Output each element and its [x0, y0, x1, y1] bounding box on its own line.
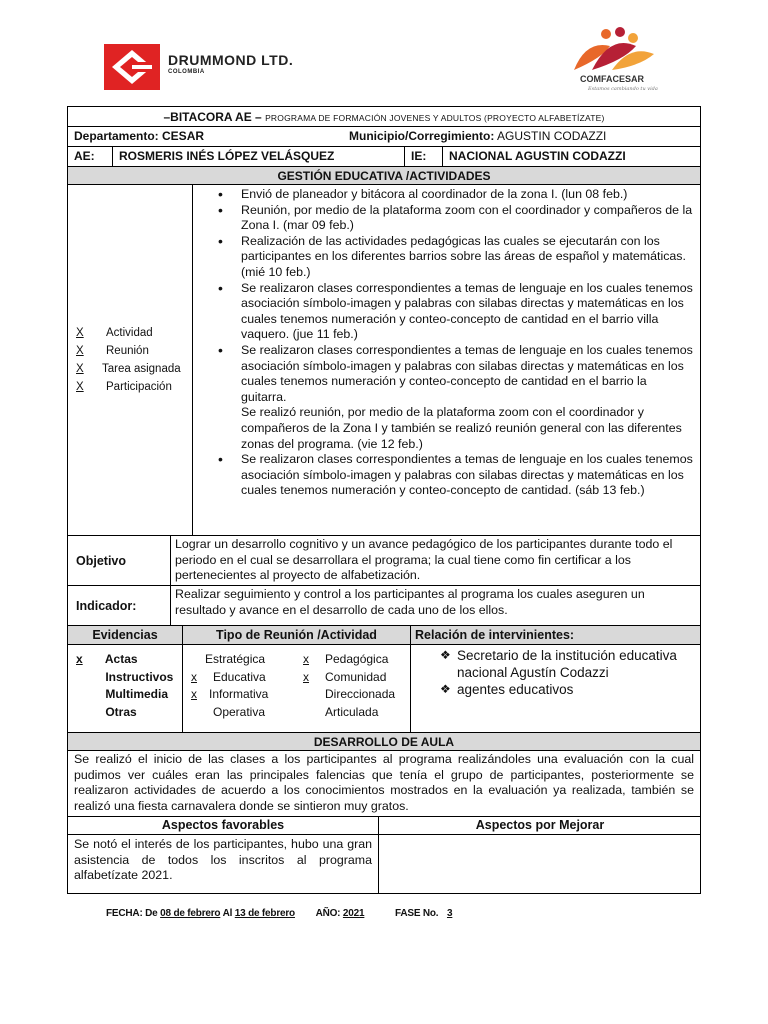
- tipo-label: Pedagógica: [325, 652, 389, 666]
- interviniente-item: [440, 681, 695, 698]
- tipo-label: Educativa: [213, 669, 266, 684]
- ie-label: IE:: [404, 147, 442, 166]
- activity-item: • Se realizaron clases correspondientes a temas de lenguaje en los cuales tenemos asociación símbolo-imagen y palabras con silabas directas y matemáticas en los cuales tenemos numeración y conteo-concepto de cantidad en el barrio la guitarra.: [241, 343, 695, 405]
- tipo-item: [191, 686, 299, 704]
- tipo-mark: [303, 704, 325, 722]
- location-row: [68, 127, 700, 147]
- municipio-label: Municipio/Corregimiento:: [349, 129, 495, 143]
- objetivo-text: Lograr un desarrollo cognitivo y un avance pedagógico de los participantes durante todo el periodo en el cual se desarrollara el programa; la cual tiene como fin certificar a los pertenecientes al proyecto de alfabetización.: [170, 536, 701, 585]
- tipo-mark: x: [303, 669, 309, 684]
- fecha-mid: Al: [222, 908, 233, 919]
- tipo-item: [191, 669, 299, 687]
- tipo-left-column: [191, 651, 299, 721]
- evidencia-mark: [76, 669, 102, 687]
- tipo-label: Articulada: [325, 704, 379, 719]
- departamento-field: Departamento: CESAR: [74, 129, 205, 143]
- desarrollo-text: Se realizó el inicio de las clases a los participantes al programa realizándoles una evaluación con la cual pudimos ver cuáles eran las principales falencias que tenía el grupo de participantes, posteriormente se realizaron actividades de acuerdo a los conocimientos mostrados en la evaluación ya realizada, también se realizó una fiesta carnavalera donde se sintieron muy gratos.: [68, 751, 700, 817]
- intervinientes-list: [410, 645, 701, 732]
- drummond-logo: [104, 44, 304, 90]
- tipo-mark: x: [303, 652, 309, 666]
- evidencia-label: Actas: [104, 652, 138, 666]
- evidencia-mark: [76, 686, 102, 704]
- tipo-mark: x: [191, 669, 197, 684]
- interviniente-item: [440, 647, 695, 681]
- diamond-bullet-icon: ❖: [440, 648, 451, 662]
- mejorar-text: [378, 835, 701, 893]
- comfacesar-tagline: Estamos cambiando tu vida: [588, 86, 658, 92]
- tipo-item: [191, 651, 299, 669]
- tipo-item: [303, 651, 409, 669]
- evidencia-label: Instructivos: [105, 669, 174, 684]
- evidencia-item: [76, 686, 182, 704]
- objetivo-label: Objetivo: [76, 554, 127, 568]
- indicador-row: [68, 586, 700, 626]
- evidencia-item: [76, 704, 182, 722]
- evidencia-item: [76, 669, 182, 687]
- checklist-mark: X: [76, 381, 84, 393]
- evidencia-mark: [76, 704, 102, 722]
- tipo-header: Tipo de Reunión /Actividad: [182, 626, 410, 644]
- evidencia-item: [76, 651, 182, 669]
- evidencias-row: [68, 645, 700, 733]
- favorables-header: Aspectos favorables: [161, 818, 285, 832]
- fase-value: 3: [446, 908, 453, 919]
- activities-row: [68, 185, 700, 536]
- fase-label: FASE No.: [394, 908, 439, 919]
- activity-item: • Realización de las actividades pedagógicas las cuales se ejecutarán con los participantes en los diferentes barrios sobre las áreas de español y matemáticas. (mié 10 feb.): [241, 234, 695, 281]
- favorables-text: Se notó el interés de los participantes, hubo una gran asistencia de todos los inscritos al programa alfabetízate 2021.: [74, 837, 372, 882]
- tipo-label: Operativa: [213, 704, 266, 719]
- form-title-main: –BITACORA AE –: [163, 110, 266, 124]
- evidencias-header: Evidencias: [92, 628, 158, 642]
- ano-label: AÑO:: [315, 908, 341, 919]
- indicador-label: Indicador:: [76, 599, 137, 613]
- checklist-label: Reunión: [106, 345, 149, 357]
- checklist-label: Tarea asignada: [102, 363, 181, 375]
- activity-item: • Se realizaron clases correspondientes a temas de lenguaje en los cuales tenemos asociación símbolo-imagen y palabras con silabas directas y matemáticas en los cuales tenemos numeración y conteo-concepto de cantidad en el barrio villa vaquero. (jue 11 feb.): [241, 281, 695, 343]
- comfacesar-wordmark: COMFACESAR: [580, 74, 645, 84]
- activity-item: Se realizó reunión, por medio de la plataforma zoom con el coordinador y compañeros de la Zona I y también se realizó reunión general con las diferentes zonas del programa. (vie 12 feb.): [241, 405, 682, 451]
- comfacesar-logo: [566, 26, 660, 98]
- footer-line: [106, 908, 458, 919]
- aspectos-header-row: [68, 817, 700, 835]
- activity-item: • Reunión, por medio de la plataforma zoom con el coordinador y compañeros de la Zona I. (mar 09 feb.): [241, 203, 695, 234]
- objetivo-row: [68, 536, 700, 586]
- tipo-item: [303, 704, 409, 722]
- checklist-item: [76, 324, 192, 342]
- ae-label: AE:: [74, 149, 95, 163]
- checklist-item: [76, 378, 192, 396]
- tipo-right-column: [303, 651, 409, 721]
- tipo-mark: [303, 686, 325, 704]
- bitacora-form: [67, 106, 701, 894]
- tipo-list: [182, 645, 410, 732]
- indicador-text: Realizar seguimiento y control a los participantes al programa los cuales aseguren un resultado y avance en el desarrollo de cada uno de los ellos.: [170, 586, 701, 625]
- tipo-item: [303, 686, 409, 704]
- evidencias-list: [68, 645, 182, 732]
- municipio-value: AGUSTIN CODAZZI: [497, 129, 607, 143]
- tipo-label: Estratégica: [205, 652, 266, 666]
- municipio-field: [349, 127, 699, 146]
- gestion-title: GESTIÓN EDUCATIVA /ACTIVIDADES: [68, 167, 700, 185]
- drummond-wordmark: DRUMMOND LTD.: [168, 52, 294, 68]
- comfacesar-emblem-icon: [566, 26, 660, 76]
- tipo-label: Direccionada: [325, 687, 396, 701]
- evidencias-header-row: [68, 626, 700, 645]
- checklist-label: Participación: [106, 381, 172, 393]
- activity-item: • Envió de planeador y bitácora al coordinador de la zona I. (lun 08 feb.): [241, 187, 695, 203]
- evidencia-mark: x: [76, 652, 83, 666]
- ie-value: NACIONAL AGUSTIN CODAZZI: [442, 147, 700, 166]
- checklist-mark: X: [76, 345, 84, 357]
- relacion-header: Relación de intervinientes:: [410, 626, 701, 644]
- tipo-mark: [191, 704, 213, 722]
- activity-list-cell: [192, 185, 701, 535]
- activity-checklist: [68, 185, 192, 535]
- fecha-label: FECHA: De: [106, 908, 158, 919]
- evidencia-label: Otras: [105, 704, 137, 719]
- checklist-label: Actividad: [106, 327, 153, 339]
- activity-item: • Se realizaron clases correspondientes a temas de lenguaje en los cuales tenemos asociación símbolo-imagen y palabras con silabas directas y matemáticas en los cuales tenemos numeración y conteo-concepto de cantidad. (sáb 13 feb.): [241, 452, 695, 499]
- fecha-to: 13 de febrero: [234, 908, 295, 919]
- aspectos-row: [68, 835, 700, 893]
- checklist-mark: X: [76, 327, 84, 339]
- desarrollo-title: DESARROLLO DE AULA: [68, 733, 700, 751]
- checklist-item: [76, 342, 192, 360]
- tipo-item: [191, 704, 299, 722]
- mejorar-header: Aspectos por Mejorar: [378, 817, 701, 834]
- diamond-bullet-icon: ❖: [440, 682, 451, 696]
- form-title-sub: PROGRAMA DE FORMACIÓN JOVENES Y ADULTOS (PROYECTO ALFABETÍZATE): [265, 113, 605, 123]
- tipo-label: Informativa: [209, 687, 269, 701]
- ae-value: ROSMERIS INÉS LÓPEZ VELÁSQUEZ: [112, 147, 404, 166]
- fecha-from: 08 de febrero: [160, 908, 221, 919]
- checklist-item: [76, 360, 192, 378]
- form-title: [68, 107, 700, 127]
- activity-list: [193, 187, 695, 499]
- ano-value: 2021: [342, 908, 365, 919]
- interviniente-text: agentes educativos: [457, 682, 574, 697]
- drummond-subtitle: COLOMBIA: [168, 69, 205, 75]
- tipo-item: [303, 669, 409, 687]
- drummond-emblem-icon: [104, 44, 160, 90]
- ae-row: [68, 147, 700, 167]
- tipo-mark: x: [191, 687, 197, 701]
- interviniente-text: Secretario de la institución educativa nacional Agustín Codazzi: [457, 648, 677, 680]
- checklist-mark: X: [76, 363, 84, 375]
- tipo-label: Comunidad: [325, 669, 387, 684]
- evidencia-label: Multimedia: [105, 687, 169, 701]
